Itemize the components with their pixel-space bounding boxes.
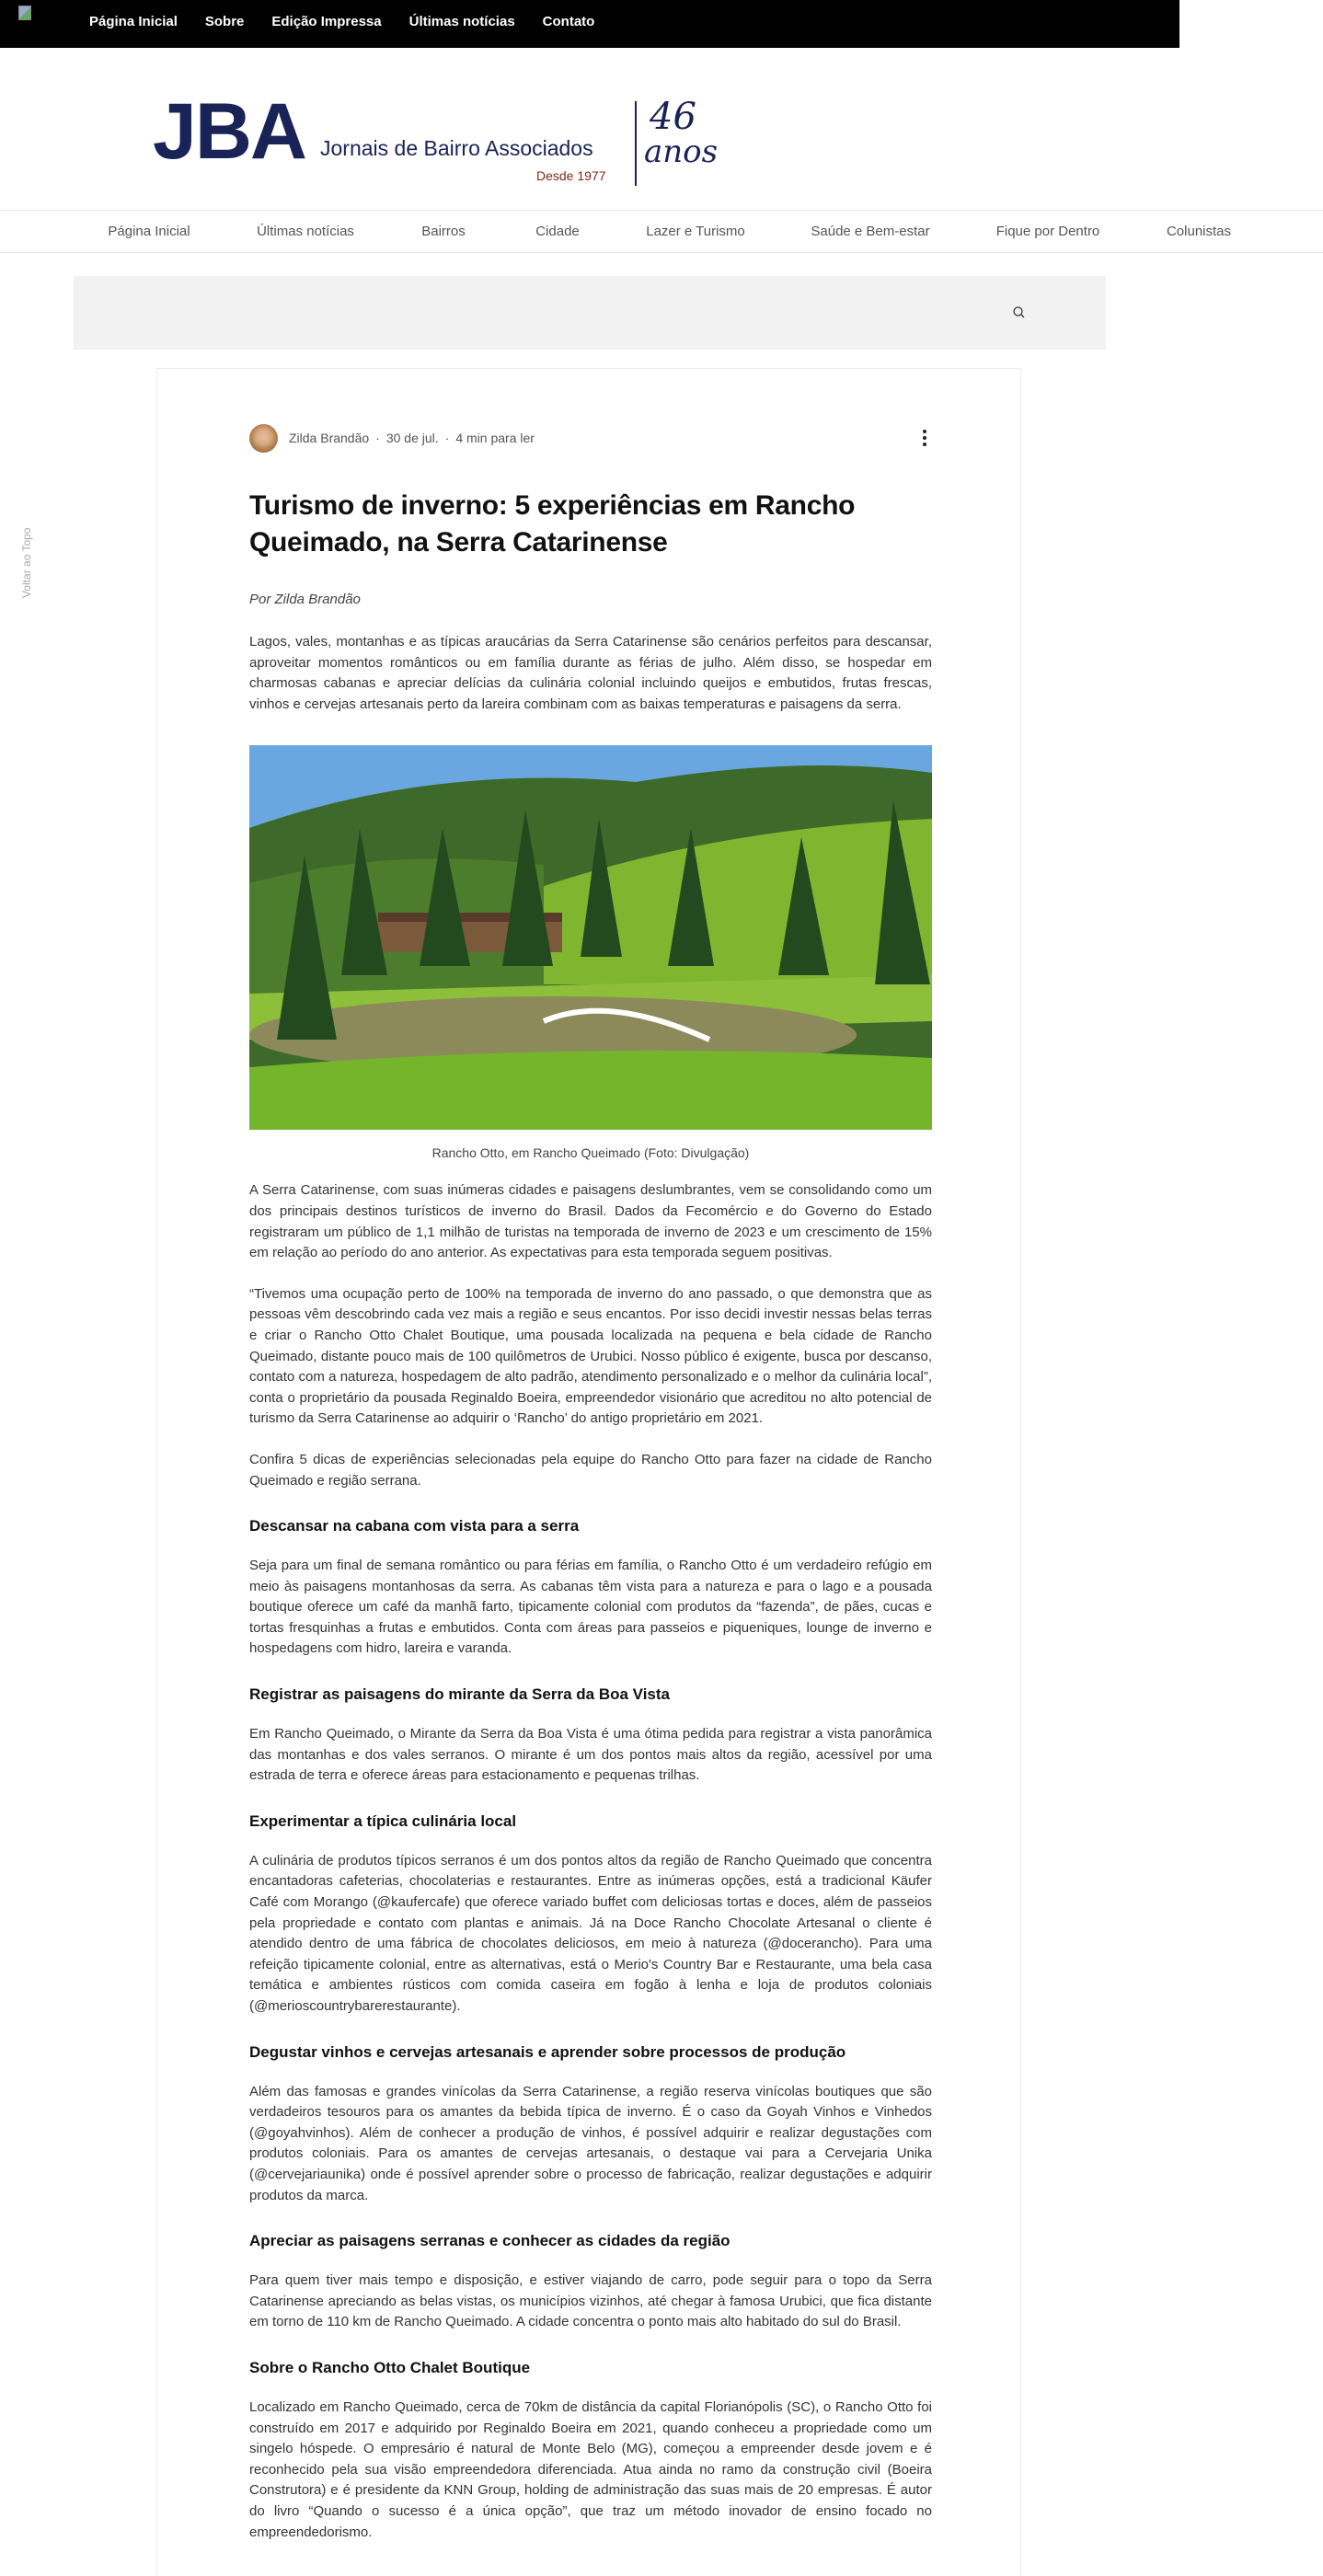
read-time: 4 min para ler bbox=[455, 431, 535, 445]
secnav-columnists[interactable]: Colunistas bbox=[1166, 224, 1232, 239]
topnav-latest-news[interactable]: Últimas notícias bbox=[408, 14, 515, 29]
body-paragraph: “Tivemos uma ocupação perto de 100% na temporada de inverno do ano passado, o que demonstra que as pessoas vêm descobrindo cada vez mais a região e seus encantos. Por isso decidi investir nessas belas terras e criar o Rancho Otto Chalet Boutique, uma pousada localizada na pequena e bela cidade de Rancho Queimado, distante pouco mais de 100 quilômetros de Urubici. Nosso público é exigente, busca por descanso, contato com a natureza, hospedagem de alto padrão, atendimento personalizado e o melhor da culinária local”, conta o proprietário da pousada Reginaldo Boeira, empreendedor visionário que acreditou no alto potencial de turismo da Serra Catarinense ao adquirir o ‘Rancho’ do antigo proprietário em 2021. bbox=[249, 1285, 932, 1427]
section-nav bbox=[0, 210, 1323, 253]
blog-post-card bbox=[156, 368, 1021, 2576]
post-date: 30 de jul. bbox=[385, 431, 439, 445]
rancho-otto-photo[interactable] bbox=[249, 745, 932, 1130]
search-icon[interactable] bbox=[1012, 305, 1027, 320]
photo-caption: Rancho Otto, em Rancho Queimado (Foto: Divulgação) bbox=[431, 1145, 750, 1161]
site-logo[interactable] bbox=[153, 87, 760, 193]
topnav-home[interactable]: Página Inicial bbox=[89, 14, 178, 29]
body-paragraph: Confira 5 dicas de experiências selecionadas pela equipe do Rancho Otto para fazer na cidade de Rancho Queimado e região serrana. bbox=[249, 1451, 932, 1489]
top-nav bbox=[89, 14, 622, 29]
author-name[interactable]: Zilda Brandão bbox=[289, 431, 370, 445]
secnav-neighborhoods[interactable]: Bairros bbox=[421, 224, 466, 239]
post-title: Turismo de inverno: 5 experiências em Rancho Queimado, na Serra Catarinense bbox=[249, 490, 856, 558]
broken-image-icon bbox=[18, 6, 31, 20]
secnav-health[interactable]: Saúde e Bem-estar bbox=[811, 224, 930, 239]
section-heading: Sobre o Rancho Otto Chalet Boutique bbox=[249, 2358, 531, 2376]
topnav-about[interactable]: Sobre bbox=[204, 14, 245, 29]
post-content bbox=[249, 422, 932, 2543]
section-body: Para quem tiver mais tempo e disposição, e estiver viajando de carro, pode seguir para o topo da Serra Catarinense apreciando as belas vistas, os municípios vizinhos, até chegar à famosa Urubici, que fica distante em torno de 110 km de Rancho Queimado. A cidade concentra o ponto mais alto habitado do sul do Brasil. bbox=[249, 2272, 932, 2330]
logo-brand: JBA bbox=[153, 87, 306, 176]
logo-years-word: anos bbox=[644, 133, 719, 170]
logo-anniversary bbox=[644, 96, 719, 170]
section-heading: Descansar na cabana com vista para a serra bbox=[249, 1517, 580, 1535]
secnav-latest-news[interactable]: Últimas notícias bbox=[257, 224, 354, 239]
topnav-contact[interactable]: Contato bbox=[542, 14, 595, 29]
section-body: Seja para um final de semana romântico ou para férias em família, o Rancho Otto é um verdadeiro refúgio em meio às paisagens montanhosas da serra. As cabanas têm vista para a natureza e para o lago e a pousada boutique oferece um café da manhã farto, tipicamente colonial com produtos da “fazenda”, de pães, cucas e tortas fresquinhas a frutas e embutidos. Conta com áreas para passeios e piqueniques, lounge de inverno e hospedagens com hidro, lareira e varanda. bbox=[249, 1558, 932, 1657]
author-avatar[interactable] bbox=[249, 424, 278, 453]
byline: Por Zilda Brandão bbox=[249, 592, 361, 607]
post-meta: Zilda Brandão · 30 de jul. · 4 min para ler bbox=[249, 422, 932, 454]
section-heading: Apreciar as paisagens serranas e conhecer as cidades da região bbox=[249, 2232, 731, 2250]
top-bar bbox=[0, 0, 1179, 48]
secnav-leisure-tourism[interactable]: Lazer e Turismo bbox=[646, 224, 745, 239]
intro-paragraph: Lagos, vales, montanhas e as típicas araucárias da Serra Catarinense são cenários perfeitos para descansar, aproveitar momentos românticos ou em família durante as férias de julho. Além disso, se hospedar em charmosas cabanas e apreciar delícias da culinária colonial incluindo queijos e embutidos, frutas frescas, vinhos e cervejas artesanais perto da lareira combinam com as baixas temperaturas e paisagens da serra. bbox=[249, 634, 932, 712]
topnav-print-edition[interactable]: Edição Impressa bbox=[271, 14, 382, 29]
section-heading: Registrar as paisagens do mirante da Serra da Boa Vista bbox=[249, 1685, 670, 1704]
logo-divider bbox=[635, 101, 637, 186]
logo-years: 46 bbox=[650, 96, 696, 138]
section-body: Em Rancho Queimado, o Mirante da Serra da Boa Vista é uma ótima pedida para registrar a vista panorâmica das montanhas e dos vales serranos. O mirante é um dos pontos mais altos da região, acessível por uma estrada de terra e oferece áreas para estacionamento e pequenas trilhas. bbox=[249, 1726, 932, 1784]
section-body: Além das famosas e grandes vinícolas da Serra Catarinense, a região reserva vinícolas boutiques que são verdadeiros tesouros para os amantes da bebida típica de inverno. É o caso da Goyah Vinhos e Vinhedos (@goyahvinhos). Além de conhecer a produção de vinhos, é possível adquirir e realizar degustações com produtos coloniais. Para os amantes de cervejas artesanais, o destaque vai para a Cervejaria Unika (@cervejariaunika) onde é possível aprender sobre o processo de fabricação, realizar degustações e adquirir produtos da marca. bbox=[249, 2083, 932, 2203]
search-bar[interactable] bbox=[74, 276, 1106, 350]
back-to-top-link[interactable]: Voltar ao Topo bbox=[20, 527, 33, 598]
secnav-home[interactable]: Página Inicial bbox=[108, 224, 190, 239]
section-heading: Experimentar a típica culinária local bbox=[249, 1811, 517, 1830]
secnav-city[interactable]: Cidade bbox=[535, 224, 580, 239]
logo-name: Jornais de Bairro Associados bbox=[320, 136, 593, 160]
section-body: A culinária de produtos típicos serranos é um dos pontos altos da região de Rancho Queimado que concentra encantadoras cafeterias, chocolaterias e restaurantes. Entre as inúmeras opções, está a tradicional Käufer Café com Morango (@kaufercafe) que oferece variado buffet com deliciosas tortas e doces, além de passeios pela propriedade e contato com plantas e animais. Já na Doce Rancho Chocolate Artesanal o cliente é atendido dentro de uma fábrica de chocolates deliciosos, em meio à natureza (@docerancho). Para uma refeição tipicamente colonial, entre as alternativas, está o Merio's Country Bar e Restaurante, uma bela casa temática e ambientes rústicos com comida caseira em fogão à lenha e loja de produtos coloniais (@merioscountrybarerestaurante). bbox=[249, 1852, 932, 2014]
body-paragraph: A Serra Catarinense, com suas inúmeras cidades e paisagens deslumbrantes, vem se consolidando como um dos principais destinos turísticos de inverno do Brasil. Dados da Fecomércio e do Governo do Estado registraram um público de 1,1 milhão de turistas na temporada de inverno de 2023 e um crescimento de 15% em relação ao período do ano anterior. As expectativas para esta temporada seguem positivas. bbox=[249, 1182, 932, 1261]
more-options-icon[interactable] bbox=[917, 428, 932, 448]
secnav-stay-informed[interactable]: Fique por Dentro bbox=[995, 224, 1100, 239]
section-body: Localizado em Rancho Queimado, cerca de 70km de distância da capital Florianópolis (SC), o Rancho Otto foi construído em 2017 e adquirido por Reginaldo Boeira em 2021, quando conheceu a propriedade como um singelo hóspede. O empresário é natural de Monte Belo (MG), começou a empreender desde jovem e é reconhecido pela sua visão empreendedora diferenciada. Atua ainda no ramo da construção civil (Boeira Construtora) e é presidente da KNN Group, holding de administração das suas mais de 20 empresas. É autor do livro “Quando o sucesso é a única opção”, que traz um método inovador de ensino focado no empreendedorismo. bbox=[249, 2398, 932, 2540]
section-heading: Degustar vinhos e cervejas artesanais e aprender sobre processos de produção bbox=[249, 2042, 846, 2061]
logo-since: Desde 1977 bbox=[536, 168, 606, 183]
